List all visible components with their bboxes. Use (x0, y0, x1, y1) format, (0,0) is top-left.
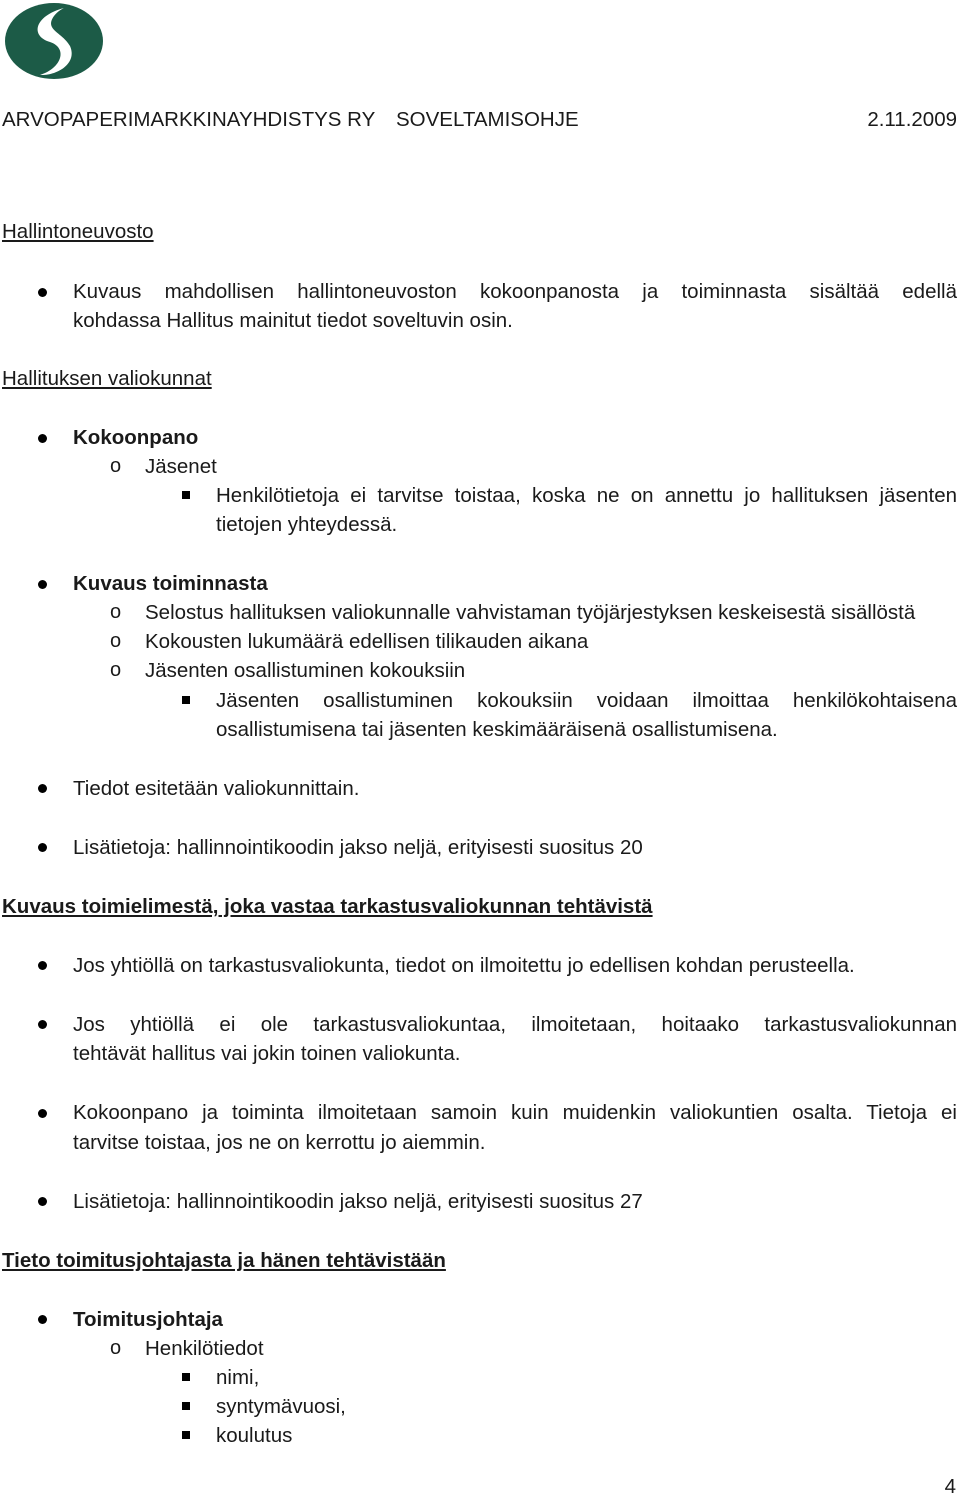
square-bullet-icon (182, 696, 190, 704)
circle-bullet-icon: o (110, 1337, 122, 1359)
paragraph-line: kohdassa Hallitus mainitut tiedot soveltuvin osin. (73, 309, 513, 332)
bullet-icon (38, 288, 47, 297)
square-bullet-icon (182, 1373, 190, 1381)
list-heading-kuvaus-toiminnasta: Kuvaus toiminnasta (73, 572, 268, 595)
bullet-icon (38, 1109, 47, 1118)
bullet-icon (38, 580, 47, 589)
bullet-icon (38, 1315, 47, 1324)
bullet-icon (38, 961, 47, 970)
list-item: Lisätietoja: hallinnointikoodin jakso neljä, erityisesti suositus 27 (73, 1190, 643, 1213)
paragraph-line: Henkilötietoja ei tarvitse toistaa, koska ne on annettu jo hallituksen jäsenten (216, 484, 957, 507)
section-title-valiokunnat: Hallituksen valiokunnat (2, 367, 212, 390)
square-bullet-icon (182, 491, 190, 499)
association-logo (4, 2, 104, 80)
page-number: 4 (944, 1475, 956, 1498)
paragraph-line: tietojen yhteydessä. (216, 513, 398, 536)
header-doc-type: SOVELTAMISOHJE (396, 108, 579, 131)
list-item: Lisätietoja: hallinnointikoodin jakso neljä, erityisesti suositus 20 (73, 836, 643, 859)
bullet-icon (38, 1197, 47, 1206)
paragraph-line: Jäsenten osallistuminen kokouksiin voidaan ilmoittaa henkilökohtaisena (216, 689, 957, 712)
list-heading-kokoonpano: Kokoonpano (73, 426, 199, 449)
list-item: koulutus (216, 1424, 293, 1447)
square-bullet-icon (182, 1431, 190, 1439)
paragraph-line: Kuvaus mahdollisen hallintoneuvoston kokoonpanosta ja toiminnasta sisältää edellä (73, 280, 957, 303)
list-heading-toimitusjohtaja: Toimitusjohtaja (73, 1308, 223, 1331)
circle-bullet-icon: o (110, 659, 122, 681)
circle-bullet-icon: o (110, 630, 122, 652)
list-item: Jäsenet (145, 455, 217, 478)
section-title-hallintoneuvosto: Hallintoneuvosto (2, 220, 154, 243)
bullet-icon (38, 1020, 47, 1029)
bullet-icon (38, 843, 47, 852)
list-item: Henkilötiedot (145, 1337, 264, 1360)
paragraph-line: Jos yhtiöllä ei ole tarkastusvaliokuntaa, ilmoitetaan, hoitaako tarkastusvaliokunnan (73, 1013, 957, 1036)
paragraph-line: osallistumisena tai jäsenten keskimääräisenä osallistumisena. (216, 718, 778, 741)
circle-bullet-icon: o (110, 601, 122, 623)
list-item: nimi, (216, 1366, 260, 1389)
list-item: Jäsenten osallistuminen kokouksiin (145, 659, 466, 682)
list-item: Jos yhtiöllä on tarkastusvaliokunta, tiedot on ilmoitettu jo edellisen kohdan perusteella. (73, 954, 855, 977)
circle-bullet-icon: o (110, 455, 122, 477)
bullet-icon (38, 434, 47, 443)
bullet-icon (38, 784, 47, 793)
paragraph-line: Kokoonpano ja toiminta ilmoitetaan samoin kuin muidenkin valiokuntien osalta. Tietoja ei (73, 1101, 957, 1124)
list-item: Selostus hallituksen valiokunnalle vahvistaman työjärjestyksen keskeisestä sisällöstä (145, 601, 916, 624)
header-date: 2.11.2009 (867, 108, 957, 131)
list-item: Kokousten lukumäärä edellisen tilikauden aikana (145, 630, 589, 653)
list-item: syntymävuosi, (216, 1395, 346, 1418)
section-title-tarkastus: Kuvaus toimielimestä, joka vastaa tarkastusvaliokunnan tehtävistä (2, 895, 653, 918)
square-bullet-icon (182, 1402, 190, 1410)
paragraph-line: tehtävät hallitus vai jokin toinen valiokunta. (73, 1042, 461, 1065)
paragraph-line: tarvitse toistaa, jos ne on kerrottu jo aiemmin. (73, 1131, 486, 1154)
section-title-toimitusjohtaja: Tieto toimitusjohtajasta ja hänen tehtävistään (2, 1249, 446, 1272)
header-org: ARVOPAPERIMARKKINAYHDISTYS RY (2, 108, 376, 131)
list-item: Tiedot esitetään valiokunnittain. (73, 777, 360, 800)
